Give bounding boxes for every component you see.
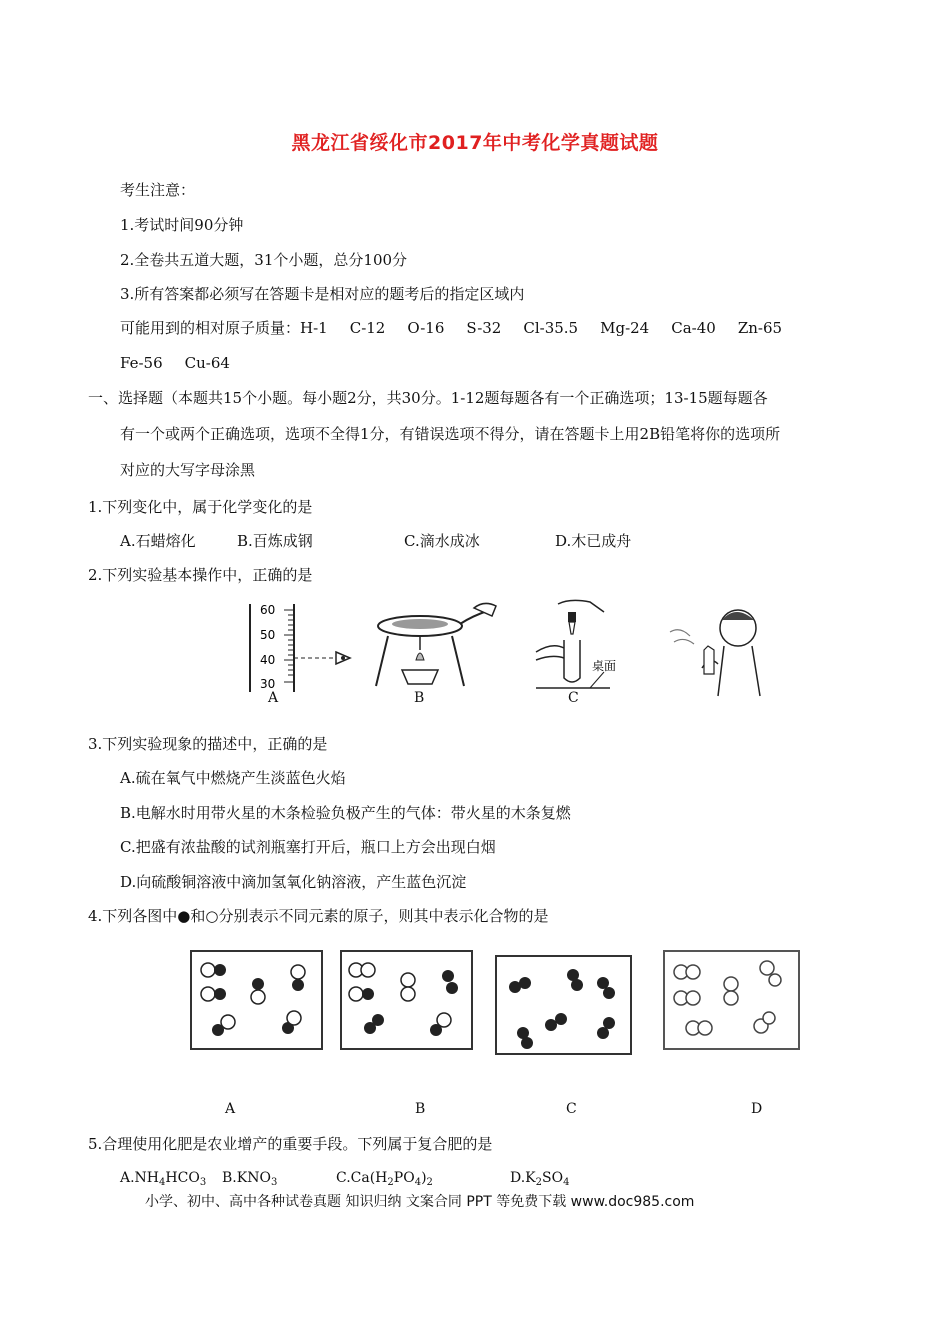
desk-label: 桌面 bbox=[592, 659, 617, 673]
mass-s: S-32 bbox=[466, 319, 502, 337]
q4-box-d bbox=[663, 950, 803, 1052]
scale-tick-30: 30 bbox=[260, 677, 276, 691]
q4-caption-c: C bbox=[566, 1101, 577, 1117]
section1-instructions-2: 有一个或两个正确选项，选项不全得1分，有错误选项不得分，请在答题卡上用2B铅笔将你的选项所 bbox=[120, 425, 781, 443]
mass-zn: Zn-65 bbox=[737, 319, 783, 337]
masses-label: 可能用到的相对原子质量： bbox=[120, 319, 301, 337]
mass-ca: Ca-40 bbox=[671, 319, 716, 337]
q4-box-c bbox=[495, 955, 635, 1057]
q2-figure-a-cylinder-reading bbox=[240, 600, 370, 710]
q3-stem: 3.下列实验现象的描述中，正确的是 bbox=[88, 735, 328, 753]
scale-tick-60: 60 bbox=[260, 603, 276, 617]
q1-stem: 1.下列变化中，属于化学变化的是 bbox=[88, 498, 313, 516]
notice-item-1: 1.考试时间90分钟 bbox=[120, 216, 244, 234]
mass-o: O-16 bbox=[407, 319, 445, 337]
q2-caption-b: B bbox=[414, 690, 425, 706]
q3-option-d: D.向硫酸铜溶液中滴加氢氧化钠溶液，产生蓝色沉淀 bbox=[120, 873, 467, 891]
q4-box-b bbox=[340, 950, 475, 1052]
q2-figure-b-evaporation bbox=[372, 598, 502, 693]
q1-option-c: C.滴水成冰 bbox=[404, 532, 480, 550]
mass-fe: Fe-56 bbox=[120, 354, 163, 372]
mass-cl: Cl-35.5 bbox=[523, 319, 579, 337]
mass-cu: Cu-64 bbox=[184, 354, 230, 372]
scale-tick-40: 40 bbox=[260, 653, 276, 667]
q3-option-c: C.把盛有浓盐酸的试剂瓶塞打开后，瓶口上方会出现白烟 bbox=[120, 838, 496, 856]
atomic-masses-line1 bbox=[120, 318, 804, 338]
q2-figure-c-dropper bbox=[530, 598, 630, 693]
q3-option-a: A.硫在氧气中燃烧产生淡蓝色火焰 bbox=[120, 769, 346, 787]
notice-heading: 考生注意： bbox=[120, 181, 196, 199]
page-footer: 小学、初中、高中各种试卷真题 知识归纳 文案合同 PPT 等免费下载 www.doc985.com bbox=[145, 1194, 695, 1210]
mass-mg: Mg-24 bbox=[600, 319, 650, 337]
q5-option-d: $D.K_2SO_4$ bbox=[510, 1170, 570, 1188]
q4-caption-a: A bbox=[225, 1101, 236, 1117]
mass-h: H-1 bbox=[300, 319, 328, 337]
scale-tick-50: 50 bbox=[260, 628, 276, 642]
q5-option-c: $C.Ca(H_2PO_4)_2$ bbox=[336, 1170, 433, 1188]
mass-c: C-12 bbox=[349, 319, 386, 337]
q2-caption-a: A bbox=[268, 690, 279, 706]
page-title: 黑龙江省绥化市2017年中考化学真题试题 bbox=[291, 132, 659, 154]
q4-caption-b: B bbox=[415, 1101, 426, 1117]
q5-option-b: $B.KNO_3$ bbox=[222, 1170, 278, 1188]
q4-stem: 4.下列各图中●和○分别表示不同元素的原子，则其中表示化合物的是 bbox=[88, 907, 549, 925]
section1-instructions-1: 一、选择题（本题共15个小题。每小题2分，共30分。1-12题每题各有一个正确选项；13-15题每题各 bbox=[88, 389, 768, 407]
section1-instructions-3: 对应的大写字母涂黑 bbox=[120, 461, 256, 479]
notice-item-2: 2.全卷共五道大题，31个小题，总分100分 bbox=[120, 251, 408, 269]
q2-stem: 2.下列实验基本操作中，正确的是 bbox=[88, 566, 313, 584]
q1-option-a: A.石蜡熔化 bbox=[120, 532, 196, 550]
q4-caption-d: D bbox=[751, 1101, 763, 1117]
q2-caption-c: C bbox=[568, 690, 579, 706]
q5-option-a: $A.NH_4HCO_3$ bbox=[120, 1170, 207, 1188]
q4-box-a bbox=[190, 950, 325, 1052]
q1-option-d: D.木已成舟 bbox=[555, 532, 632, 550]
q3-option-b: B.电解水时用带火星的木条检验负极产生的气体：带火星的木条复燃 bbox=[120, 804, 571, 822]
atomic-masses-line2 bbox=[120, 353, 252, 373]
q2-figure-d-smelling bbox=[660, 598, 770, 698]
notice-item-3: 3.所有答案都必须写在答题卡是相对应的题考后的指定区域内 bbox=[120, 285, 525, 303]
q5-stem: 5.合理使用化肥是农业增产的重要手段。下列属于复合肥的是 bbox=[88, 1135, 493, 1153]
q1-option-b: B.百炼成钢 bbox=[237, 532, 313, 550]
